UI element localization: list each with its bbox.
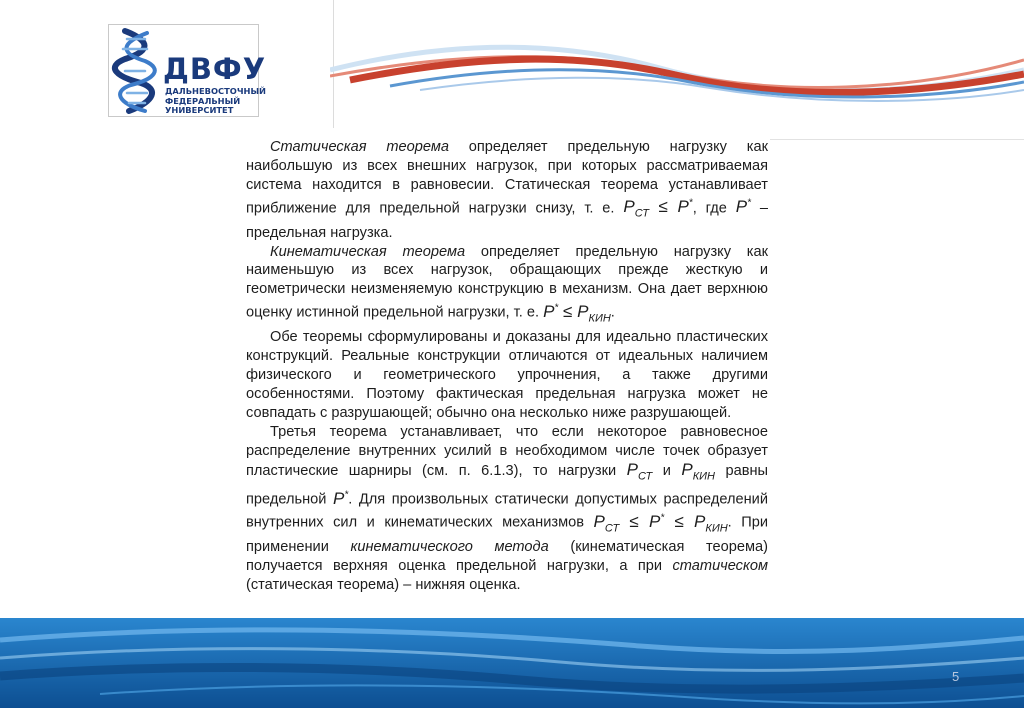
formula-static: $P_{СТ} \le P^*$: [623, 197, 693, 220]
header-waves-decoration: [330, 30, 1024, 110]
footer-waves-decoration: [0, 618, 1024, 708]
formula-kinematic: $P^* \le P_{КИН}$: [543, 301, 611, 325]
header-divider-horizontal: [770, 139, 1024, 140]
logo-subtitle: ДАЛЬНЕВОСТОЧНЫЙ ФЕДЕРАЛЬНЫЙ УНИВЕРСИТЕТ: [165, 86, 267, 115]
slide-content: [246, 138, 768, 595]
page-number: 5: [952, 669, 960, 684]
paragraph-both-theorems: Обе теоремы сформулированы и доказаны для идеально пластических конструкций. Реальные конструкции отличаются от идеальных наличием физического и геометрического упрочнения, а также другими особенностями. Поэтому фактическая предельная нагрузка может не совпадать с разрушающей; обычно она несколько ниже разрушающей.: [246, 329, 768, 421]
logo-name: ДВФУ: [163, 52, 267, 86]
dna-helix-icon: [111, 27, 163, 115]
formula-combined: $P_{СТ} \le P^* \le P_{КИН}$: [593, 512, 728, 535]
university-logo: [108, 24, 267, 117]
paragraph-kinematic-theorem: Кинематическая теорема определяет предельную нагрузку как наименьшую из всех нагрузок, обращающих прежде жесткую и геометрически неизменяемую конструкцию в механизм. Она дает верхнюю оценку истинной предельной нагрузки, т. е. $P^* \le P_{КИН}$.: [246, 243, 768, 325]
paragraph-static-theorem: Статическая теорема определяет предельную нагрузку как наибольшую из всех внешних нагрузок, при которых рассматриваемая система находится в равновесии. Статическая теорема устанавливает приближение для предельной нагрузки снизу, т. е. $P_{СТ} \le P^*$, где P* – предельная нагрузка.: [246, 139, 769, 241]
paragraph-third-theorem: Третья теорема устанавливает, что если некоторое равновесное распределение внутренних усилий в необходимом числе точек образует пластические шарниры (см. п. 6.1.3), то нагрузки $P_{СТ}$ и $P_{КИН}$ равны предельной P*. Для произвольных статически допустимых распределений внутренних сил и кинематических механизмов $P_{СТ} \le P^* \le P_{КИН}$. При применении кинематического метода (кинематическая теорема) получается верхняя оценка предельной нагрузки, а при статическом (статическая теорема) – нижняя оценка.: [246, 423, 769, 594]
